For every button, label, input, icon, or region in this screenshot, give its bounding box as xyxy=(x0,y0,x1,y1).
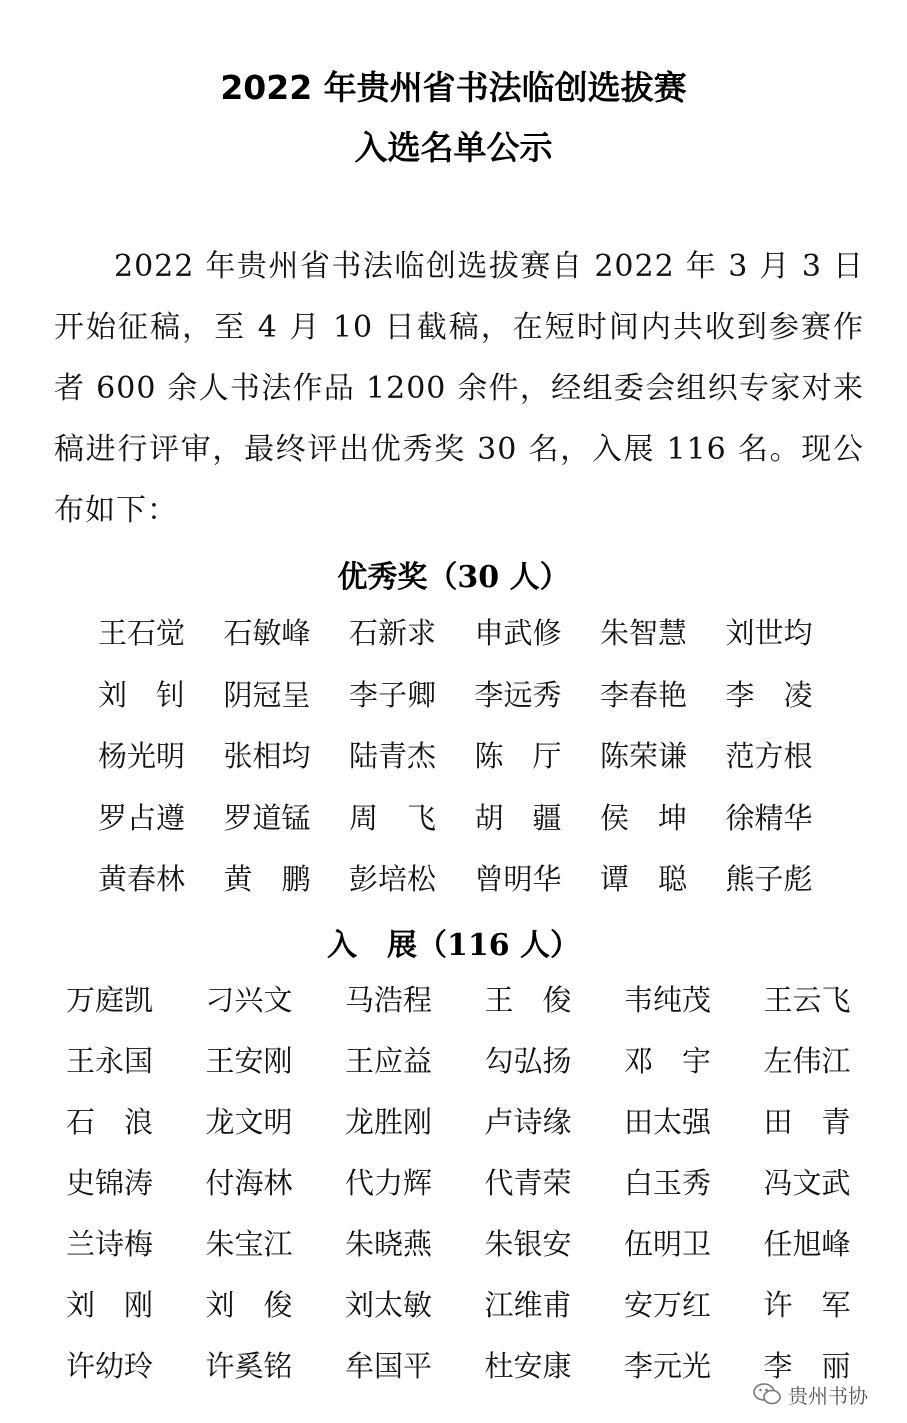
exhibit-name: 韦纯茂 xyxy=(624,983,712,1017)
exhibit-name: 付海林 xyxy=(205,1166,293,1200)
award-name: 胡 疆 xyxy=(474,800,562,835)
exhibit-name: 刘太敏 xyxy=(345,1288,433,1322)
award-name: 侯 坤 xyxy=(600,800,688,835)
award-name: 阴冠呈 xyxy=(223,677,311,712)
exhibit-name: 王应益 xyxy=(345,1044,433,1078)
exhibit-name: 王云飞 xyxy=(763,983,851,1017)
exhibit-name: 龙文明 xyxy=(205,1105,293,1139)
award-name: 罗占遵 xyxy=(98,800,186,835)
award-name: 刘 钊 xyxy=(98,677,186,712)
exhibit-heading: 入 展（116 人） xyxy=(326,928,581,963)
award-name: 李远秀 xyxy=(474,677,562,712)
watermark-label: 贵州书协 xyxy=(788,1383,868,1408)
award-name: 杨光明 xyxy=(98,739,186,773)
exhibit-name: 许奚铭 xyxy=(205,1349,293,1383)
intro-paragraph: 2022 年贵州省书法临创选拔赛自 2022 年 3 月 3 日开始征稿，至 4 月 10 日截稿，在短时间内共收到参赛作者 600 余人书法作品 1200 余件，经组委会组织专家对来稿进行评审，最终评出优秀奖 30 名，入展 116 名。现公布如下： xyxy=(54,249,864,528)
exhibit-name: 冯文武 xyxy=(763,1166,851,1200)
award-name: 李 凌 xyxy=(725,677,813,712)
award-name: 徐精华 xyxy=(725,800,813,835)
exhibit-name: 勾弘扬 xyxy=(484,1044,572,1078)
award-name: 陈荣谦 xyxy=(600,739,688,773)
exhibit-name: 朱晓燕 xyxy=(345,1227,433,1261)
award-name: 熊子彪 xyxy=(725,862,813,896)
exhibit-name: 江维甫 xyxy=(484,1288,572,1322)
exhibit-name: 田太强 xyxy=(624,1105,712,1139)
title-line-1: 2022 年贵州省书法临创选拔赛 xyxy=(220,68,687,107)
award-name: 黄 鹏 xyxy=(223,862,311,896)
wechat-icon xyxy=(752,1381,782,1407)
exhibit-name: 田 青 xyxy=(763,1105,851,1139)
exhibit-name: 王永国 xyxy=(66,1044,154,1078)
award-name: 申武修 xyxy=(474,616,562,650)
award-name: 周 飞 xyxy=(349,800,437,835)
exhibit-name: 代力辉 xyxy=(345,1166,433,1200)
wechat-watermark xyxy=(752,1378,868,1410)
exhibit-name: 万庭凯 xyxy=(66,983,154,1017)
exhibit-name: 许幼玲 xyxy=(66,1349,154,1383)
exhibit-name: 任旭峰 xyxy=(763,1227,851,1261)
exhibit-name: 王安刚 xyxy=(205,1044,293,1078)
exhibit-name: 马浩程 xyxy=(345,983,433,1017)
exhibit-name: 刘 刚 xyxy=(66,1288,154,1322)
exhibit-name: 兰诗梅 xyxy=(66,1227,154,1261)
award-name: 陆青杰 xyxy=(349,739,437,773)
exhibit-name: 卢诗缘 xyxy=(484,1105,572,1139)
exhibit-name: 左伟江 xyxy=(763,1044,851,1078)
exhibit-name: 王 俊 xyxy=(484,983,572,1017)
award-name: 石敏峰 xyxy=(223,616,311,650)
award-name: 范方根 xyxy=(725,739,813,773)
award-name: 刘世均 xyxy=(725,616,813,650)
award-name: 朱智慧 xyxy=(600,616,688,650)
exhibit-name: 李元光 xyxy=(624,1349,712,1383)
exhibit-name: 李 丽 xyxy=(763,1349,851,1383)
exhibit-name: 刘 俊 xyxy=(205,1288,293,1322)
award-name: 彭培松 xyxy=(349,862,437,896)
exhibit-name: 许 军 xyxy=(763,1288,851,1322)
exhibit-name: 安万红 xyxy=(624,1288,712,1322)
exhibit-name: 伍明卫 xyxy=(624,1227,712,1261)
award-name: 罗道锰 xyxy=(223,800,311,835)
award-name: 王石觉 xyxy=(98,616,186,650)
award-name: 黄春林 xyxy=(98,862,186,896)
exhibit-name: 史锦涛 xyxy=(66,1166,154,1200)
award-name: 曾明华 xyxy=(474,862,562,896)
exhibit-name: 邓 宇 xyxy=(624,1044,712,1078)
exhibit-name: 白玉秀 xyxy=(624,1166,712,1200)
award-name: 谭 聪 xyxy=(600,862,688,896)
exhibit-name: 石 浪 xyxy=(66,1105,154,1139)
award-name: 李子卿 xyxy=(349,677,437,712)
title-line-2: 入选名单公示 xyxy=(354,128,553,167)
award-heading: 优秀奖（30 人） xyxy=(337,560,570,595)
award-name: 李春艳 xyxy=(600,677,688,712)
exhibit-name: 牟国平 xyxy=(345,1349,433,1383)
exhibit-name: 刁兴文 xyxy=(205,983,293,1017)
exhibit-name: 杜安康 xyxy=(484,1349,572,1383)
award-name: 石新求 xyxy=(349,616,437,650)
exhibit-name: 朱宝江 xyxy=(205,1227,293,1261)
exhibit-name: 龙胜刚 xyxy=(345,1105,433,1139)
award-name: 张相均 xyxy=(223,739,311,773)
exhibit-name: 代青荣 xyxy=(484,1166,572,1200)
award-name: 陈 厅 xyxy=(474,739,562,773)
exhibit-name: 朱银安 xyxy=(484,1227,572,1261)
